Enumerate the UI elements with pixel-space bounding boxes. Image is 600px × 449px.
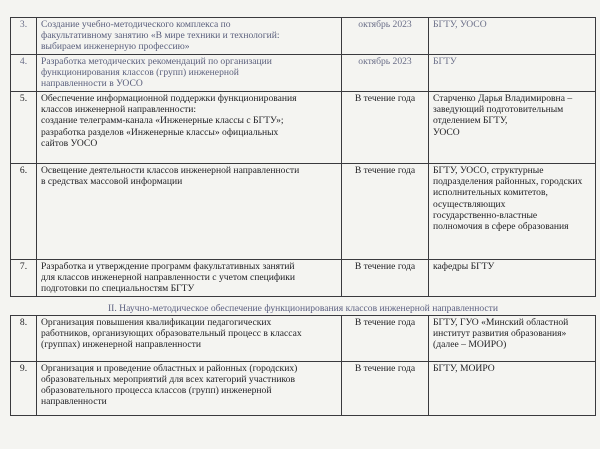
event-text-line: разработка разделов «Инженерные классы» официальных bbox=[41, 126, 279, 138]
responsible-text-line: институт развития образования» bbox=[433, 328, 567, 340]
term-cell: октябрь 2023 bbox=[342, 55, 429, 92]
table-row bbox=[11, 315, 596, 361]
plan-table-section-two bbox=[11, 296, 596, 315]
responsible-cell bbox=[429, 315, 596, 361]
term-cell: В течение года bbox=[342, 92, 429, 164]
event-text-line: (группах) инженерной направленности bbox=[41, 339, 201, 351]
row-number: 6. bbox=[11, 164, 37, 260]
responsible-cell bbox=[429, 361, 596, 415]
row-number: 4. bbox=[11, 55, 37, 92]
event-text-line: Создание учебно-методического комплекса по bbox=[41, 19, 231, 30]
event-text-line: функционирования классов (групп) инженерной bbox=[41, 67, 239, 79]
event-text-line: образовательного процесса классов (групп) инженерной bbox=[41, 385, 272, 397]
responsible-cell bbox=[429, 260, 596, 297]
responsible-cell bbox=[429, 92, 596, 164]
responsible-text-line: БГТУ bbox=[433, 56, 457, 67]
responsible-text-line: БГТУ, УОСО, структурные bbox=[433, 165, 544, 176]
responsible-text-line: кафедры БГТУ bbox=[433, 261, 495, 272]
responsible-cell bbox=[429, 55, 596, 92]
responsible-text-line: БГТУ, МОИРО bbox=[433, 362, 495, 374]
responsible-cell bbox=[429, 164, 596, 260]
term-cell: В течение года bbox=[342, 315, 429, 361]
row-number: 8. bbox=[11, 315, 37, 361]
event-text-line: образовательных мероприятий для всех категорий участников bbox=[41, 374, 296, 386]
event-cell bbox=[37, 55, 342, 92]
responsible-text-line: государственно-властные bbox=[433, 209, 538, 221]
event-text-line: Обеспечение информационной поддержки функционирования bbox=[41, 93, 297, 104]
event-text-line: подготовки по специальностям БГТУ bbox=[41, 283, 195, 295]
term-cell: октябрь 2023 bbox=[342, 18, 429, 55]
responsible-text-line: (далее – МОИРО) bbox=[433, 339, 507, 351]
responsible-text-line: БГТУ, УОСО bbox=[433, 19, 487, 30]
plan-table-top-section bbox=[11, 18, 596, 297]
responsible-text-line: УОСО bbox=[433, 126, 460, 138]
event-cell bbox=[37, 260, 342, 297]
event-cell bbox=[37, 92, 342, 164]
event-text-line: классов инженерной направленности: bbox=[41, 104, 197, 116]
responsible-text-line: полномочия в сфере образования bbox=[433, 221, 569, 233]
table-row bbox=[11, 92, 596, 164]
event-text-line: направленности bbox=[41, 396, 107, 408]
table-row bbox=[11, 164, 596, 260]
responsible-text-line: Старченко Дарья Владимировна – bbox=[433, 93, 573, 104]
event-text-line: сайтов УОСО bbox=[41, 137, 98, 149]
row-number: 9. bbox=[11, 361, 37, 415]
event-text-line: Организация и проведение областных и районных (городских) bbox=[41, 362, 298, 374]
plan-table bbox=[10, 17, 596, 416]
event-text-line: выбираем инженерную профессию» bbox=[41, 41, 190, 53]
responsible-text-line: исполнительных комитетов, bbox=[433, 187, 548, 199]
section-heading-row bbox=[11, 296, 596, 315]
event-text-line: направленности в УОСО bbox=[41, 78, 143, 90]
row-number: 5. bbox=[11, 92, 37, 164]
term-cell: В течение года bbox=[342, 260, 429, 297]
event-text-line: работников, организующих образовательный процесс в классах bbox=[41, 328, 302, 340]
responsible-text-line: БГТУ, ГУО «Минский областной bbox=[433, 316, 569, 328]
responsible-text-line: осуществляющих bbox=[433, 198, 506, 210]
table-row bbox=[11, 18, 596, 55]
event-text-line: Разработка методических рекомендаций по организации bbox=[41, 56, 272, 67]
term-cell: В течение года bbox=[342, 361, 429, 415]
event-cell bbox=[37, 18, 342, 55]
event-text-line: Освещение деятельности классов инженерной направленности bbox=[41, 165, 300, 176]
responsible-cell bbox=[429, 18, 596, 55]
event-text-line: Организация повышения квалификации педагогических bbox=[41, 316, 272, 328]
event-cell bbox=[37, 164, 342, 260]
responsible-text-line: подразделения районных, городских bbox=[433, 176, 583, 188]
event-text-line: для классов инженерной направленности с учетом специфики bbox=[41, 272, 296, 284]
event-cell bbox=[37, 361, 342, 415]
row-number: 7. bbox=[11, 260, 37, 297]
row-number: 3. bbox=[11, 18, 37, 55]
event-text-line: создание телеграмм-канала «Инженерные классы с БГТУ»; bbox=[41, 115, 284, 127]
event-text-line: Разработка и утверждение программ факультативных занятий bbox=[41, 261, 295, 272]
responsible-text-line: отделением БГТУ, bbox=[433, 115, 508, 127]
table-row bbox=[11, 260, 596, 297]
event-text-line: факультативному занятию «В мире техники и технологий: bbox=[41, 30, 280, 42]
table-row bbox=[11, 55, 596, 92]
plan-table-bottom-section bbox=[11, 315, 596, 415]
term-cell: В течение года bbox=[342, 164, 429, 260]
event-text-line: в средствах массовой информации bbox=[41, 176, 183, 188]
section-heading: II. Научно-методическое обеспечение функционирования классов инженерной направленности bbox=[11, 296, 596, 315]
responsible-text-line: заведующий подготовительным bbox=[433, 104, 564, 116]
event-cell bbox=[37, 315, 342, 361]
table-row bbox=[11, 361, 596, 415]
